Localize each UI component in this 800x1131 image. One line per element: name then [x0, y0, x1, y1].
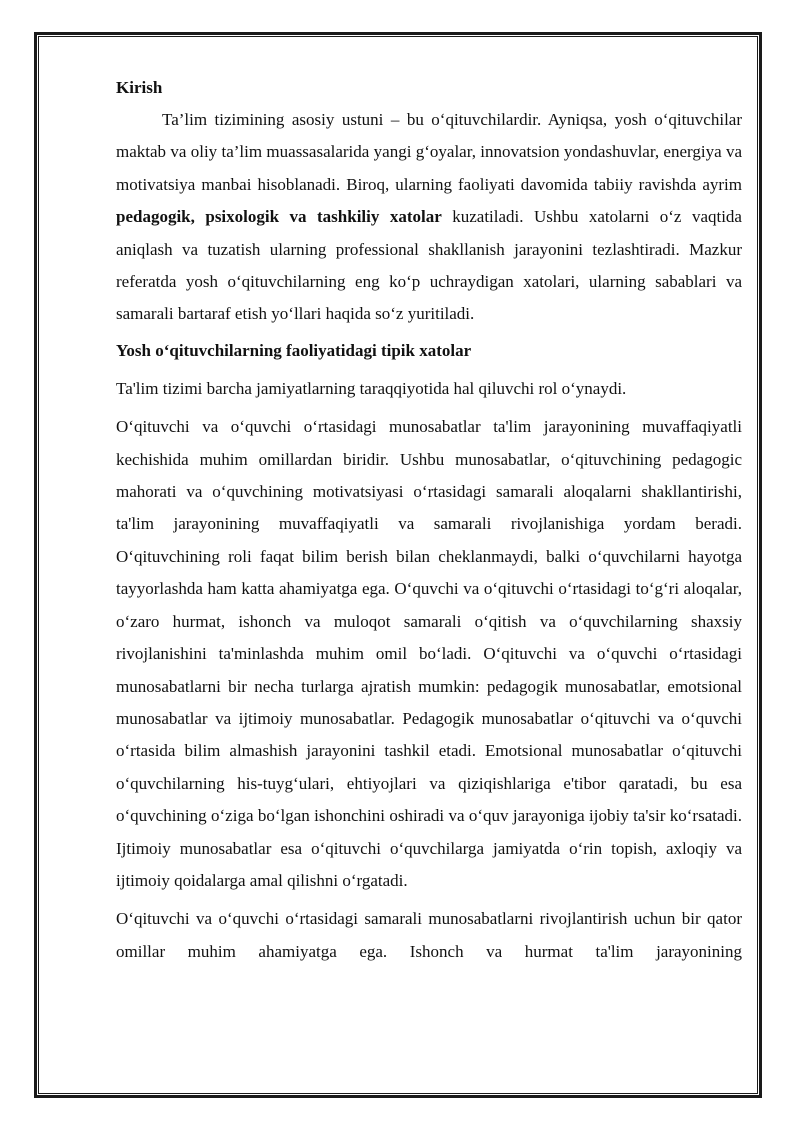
intro-paragraph	[116, 104, 742, 331]
intro-text-start: Ta’lim tizimining asosiy ustuni – bu o‘qituvchilardir. Ayniqsa, yosh o‘qituvchilar maktab va oliy ta’lim muassasalarida yangi g‘oyalar, innovatsion yondashuvlar, energiya va motivatsiya manbai hisoblanadi. Biroq, ularning faoliyati davomida tabiiy ravishda ayrim	[116, 110, 742, 194]
heading-kirish: Kirish	[116, 78, 163, 97]
paragraph-3: O‘qituvchi va o‘quvchi o‘rtasidagi samarali munosabatlarni rivojlantirish uchun bir qator omillar muhim ahamiyatga ega. Ishonch va hurmat ta'lim jarayonining	[116, 909, 742, 961]
intro-text-end: kuzatiladi. Ushbu xatolarni o‘z vaqtida aniqlash va tuzatish ularning professional shakllanish jarayonini tezlashtiradi. Mazkur referatda yosh o‘qituvchilarning eng ko‘p uchraydigan xatolari, ularning sabablari va samarali bartaraf etish yo‘llari haqida so‘z yuritiladi.	[116, 207, 742, 324]
paragraph-2: O‘qituvchi va o‘quvchi o‘rtasidagi munosabatlar ta'lim jarayonining muvaffaqiyatli kechishida muhim omillardan biridir. Ushbu munosabatlar, o‘qituvchining pedagogic mahorati va o‘quvchining motivatsiyasi o‘rtasidagi samarali aloqalarni shakllantirishi, ta'lim jarayonining muvaffaqiyatli va samarali rivojlanishiga yordam beradi. O‘qituvchining roli faqat bilim berish bilan cheklanmaydi, balki o‘quvchilarni hayotga tayyorlashda ham katta ahamiyatga ega. O‘quvchi va o‘qituvchi o‘rtasidagi to‘g‘ri aloqalar, o‘zaro hurmat, ishonch va muloqot samarali o‘qitish va o‘quvchilarning shaxsiy rivojlanishini ta'minlashda muhim omil bo‘ladi. O‘qituvchi va o‘quvchi o‘rtasidagi munosabatlarni bir necha turlarga ajratish mumkin: pedagogik munosabatlar, emotsional munosabatlar va ijtimoiy munosabatlar. Pedagogik munosabatlar o‘qituvchi va o‘quvchi o‘rtasida bilim almashish jarayonini tashkil etadi. Emotsional munosabatlar o‘qituvchi o‘quvchilarning his-tuyg‘ulari, ehtiyojlari va qiziqishlariga e'tibor qaratadi, bu esa o‘quvchining o‘ziga bo‘lgan ishonchini oshiradi va o‘quv jarayoniga ijobiy ta'sir ko‘rsatadi. Ijtimoiy munosabatlar esa o‘qituvchi o‘quvchilarga jamiyatda o‘rin topish, axloqiy va ijtimoiy qoidalarga amal qilishni o‘rgatadi.	[116, 417, 742, 890]
document-body	[116, 70, 742, 968]
intro-bold-phrase: pedagogik, psixologik va tashkiliy xatolar	[116, 207, 442, 227]
heading-typical-errors: Yosh o‘qituvchilarning faoliyatidagi tipik xatolar	[116, 340, 472, 360]
paragraph-1: Ta'lim tizimi barcha jamiyatlarning taraqqiyotida hal qiluvchi rol o‘ynaydi.	[116, 378, 627, 398]
